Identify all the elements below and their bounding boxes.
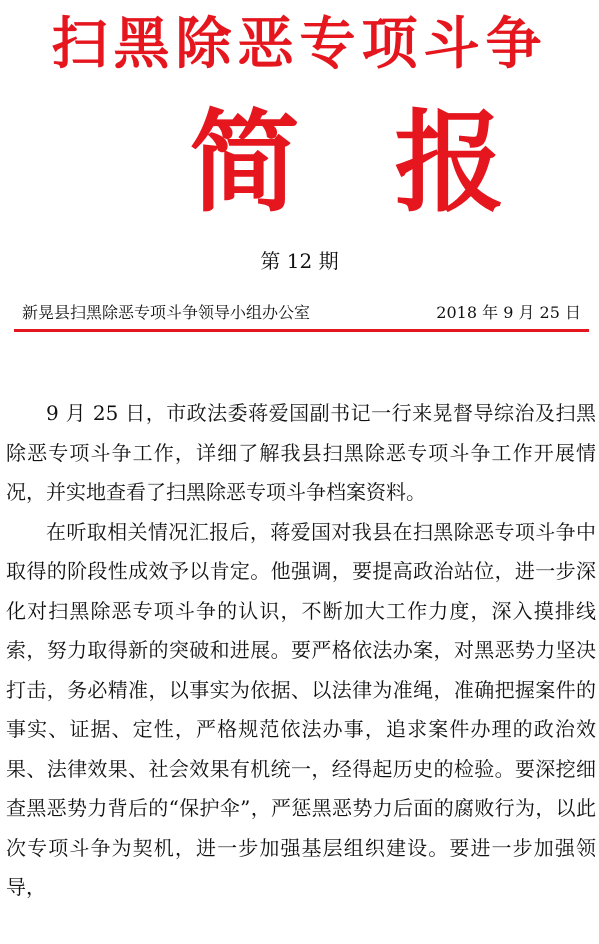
bulletin-subtitle: 简报 [189, 99, 599, 227]
article-body [6, 394, 596, 908]
bulletin-title: 扫黑除恶专项斗争 [51, 12, 548, 77]
issuing-organization: 新晃县扫黑除恶专项斗争领导小组办公室 [22, 303, 311, 322]
paragraph: 9 月 25 日，市政法委蒋爱国副书记一行来晃督导综治及扫黑除恶专项斗争工作，详细了解我县扫黑除恶专项斗争工作开展情况，并实地查看了扫黑除恶专项斗争档案资料。 [6, 401, 596, 504]
issue-number: 第 12 期 [260, 249, 339, 273]
meta-line [22, 300, 581, 326]
issue-date: 2018 年 9 月 25 日 [436, 303, 581, 322]
paragraph: 在听取相关情况汇报后，蒋爱国对我县在扫黑除恶专项斗争中取得的阶段性成效予以肯定。他强调，要提高政治站位，进一步深化对扫黑除恶专项斗争的认识，不断加大工作力度，深入摸排线索，努力取得新的突破和进展。要严格依法办案，对黑恶势力坚决打击，务必精准，以事实为依据、以法律为准绳，准确把握案件的事实、证据、定性，严格规范依法办事，追求案件办理的政治效果、法律效果、社会效果有机统一，经得起历史的检验。要深挖细查黑恶势力背后的“保护伞”，严惩黑恶势力后面的腐败行为，以此次专项斗争为契机，进一步加强基层组织建设。要进一步加强领导， [6, 519, 596, 899]
red-divider [14, 329, 589, 332]
